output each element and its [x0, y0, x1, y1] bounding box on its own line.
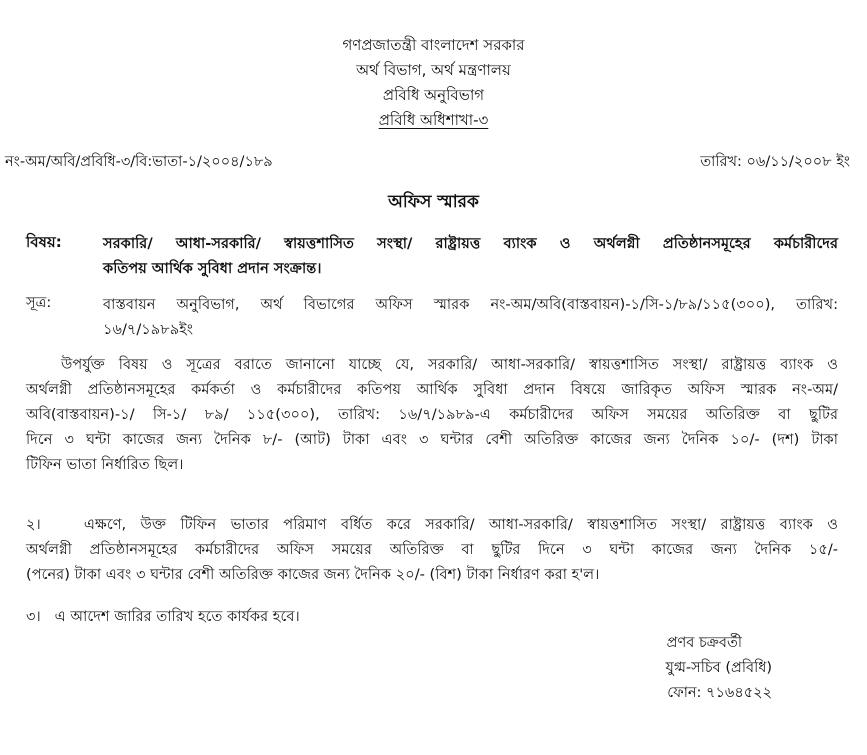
- paragraph-1-line-1: উপর্যুক্ত বিষয় ও সূত্রের বরাতে জানানো যাচ্ছে যে, সরকারি/ আধা-সরকারি/ স্বায়ত্তশাসিত সংস্থা/ রাষ্ট্রায়ত্ত ব্যাংক ও: [61, 356, 838, 373]
- header-branch: প্রবিধি অধিশাখা-৩: [378, 111, 489, 129]
- subject-text: [103, 231, 838, 281]
- paragraph-3: ৩। এ আদেশ জারির তারিখ হতে কার্যকর হবে।: [26, 608, 300, 625]
- header-wing: প্রবিধি অনুবিভাগ: [382, 86, 485, 104]
- paragraph-1-line-5: টিফিন ভাতা নির্ধারিত ছিল।: [26, 456, 184, 473]
- memo-date: তারিখ: ০৬/১১/২০০৮ ইং: [700, 154, 850, 170]
- subject-line-1: সরকারি/ আধা-সরকারি/ স্বায়ত্তশাসিত সংস্থা/ রাষ্ট্রায়ত্ত ব্যাংক ও অর্থলগ্নী প্রতিষ্ঠানসমূহের কর্মচারীদের: [103, 235, 838, 252]
- paragraph-2: [26, 512, 838, 587]
- source-line-1: বাস্তবায়ন অনুবিভাগ, অর্থ বিভাগের অফিস স্মারক নং-অম/অবি(বাস্তবায়ন)-১/সি-১/৮৯/১১৫(৩০০), তারিখ:: [103, 296, 838, 313]
- subject-line-2: কতিপয় আর্থিক সুবিধা প্রদান সংক্রান্ত।: [103, 260, 322, 277]
- paragraph-2-line-3: (পনের) টাকা এবং ৩ ঘন্টার বেশী অতিরিক্ত কাজের জন্য দৈনিক ২০/- (বিশ) টাকা নির্ধারণ করা হ'ল।: [26, 566, 600, 583]
- source-text: [103, 292, 838, 342]
- header-branch-wrap: [0, 110, 867, 130]
- subject-label: বিষয়:: [26, 233, 62, 251]
- paragraph-1: [26, 352, 838, 477]
- header-ministry: অর্থ বিভাগ, অর্থ মন্ত্রণালয়: [356, 61, 511, 79]
- signatory-phone: ফোন: ৭১৬৪৫২২: [667, 685, 772, 701]
- reference-number: নং-অম/অবি/প্রবিধি-৩/বি:ভাতা-১/২০০৪/১৮৯: [5, 154, 273, 170]
- paragraph-1-line-2: অর্থলগ্নী প্রতিষ্ঠানসমূহের কর্মকর্তা ও কর্মচারীদের কতিপয় আর্থিক সুবিধা প্রদান বিষয়ে জারিকৃত অফিস স্মারক নং-অম/: [26, 381, 838, 398]
- source-label: সূত্র:: [26, 294, 52, 311]
- paragraph-1-line-3: অবি(বাস্তবায়ন)-১/ সি-১/ ৮৯/ ১১৫(৩০০), তারিখ: ১৬/৭/১৯৮৯-এ কর্মচারীদের অফিস সময়ের অতিরিক্ত বা ছুটির: [26, 406, 838, 423]
- header-government: গণপ্রজাতন্ত্রী বাংলাদেশ সরকার: [342, 36, 525, 54]
- signatory-designation: যুগ্ম-সচিব (প্রবিধি): [665, 660, 772, 676]
- signatory-name: প্রণব চক্রবর্তী: [666, 635, 742, 651]
- source-line-2: ১৬/৭/১৯৮৯ইং: [103, 321, 194, 338]
- paragraph-1-line-4: দিনে ৩ ঘন্টা কাজের জন্য দৈনিক ৮/- (আট) টাকা এবং ৩ ঘন্টার বেশী অতিরিক্ত কাজের জন্য দৈনিক ১০/- (দশ) টাকা: [26, 431, 838, 448]
- paragraph-2-line-2: অর্থলগ্নী প্রতিষ্ঠানসমূহের কর্মচারীদের অফিস সময়ের অতিরিক্ত বা ছুটির দিনে ৩ ঘন্টা কাজের জন্য দৈনিক ১৫/-: [26, 541, 838, 558]
- paragraph-2-line-1: ২। এক্ষণে, উক্ত টিফিন ভাতার পরিমাণ বর্ধিত করে সরকারি/ আধা-সরকারি/ স্বায়ত্তশাসিত সংস্থা/ রাষ্ট্রায়ত্ত ব্যাংক ও: [26, 516, 838, 533]
- memo-title: অফিস স্মারক: [388, 192, 479, 212]
